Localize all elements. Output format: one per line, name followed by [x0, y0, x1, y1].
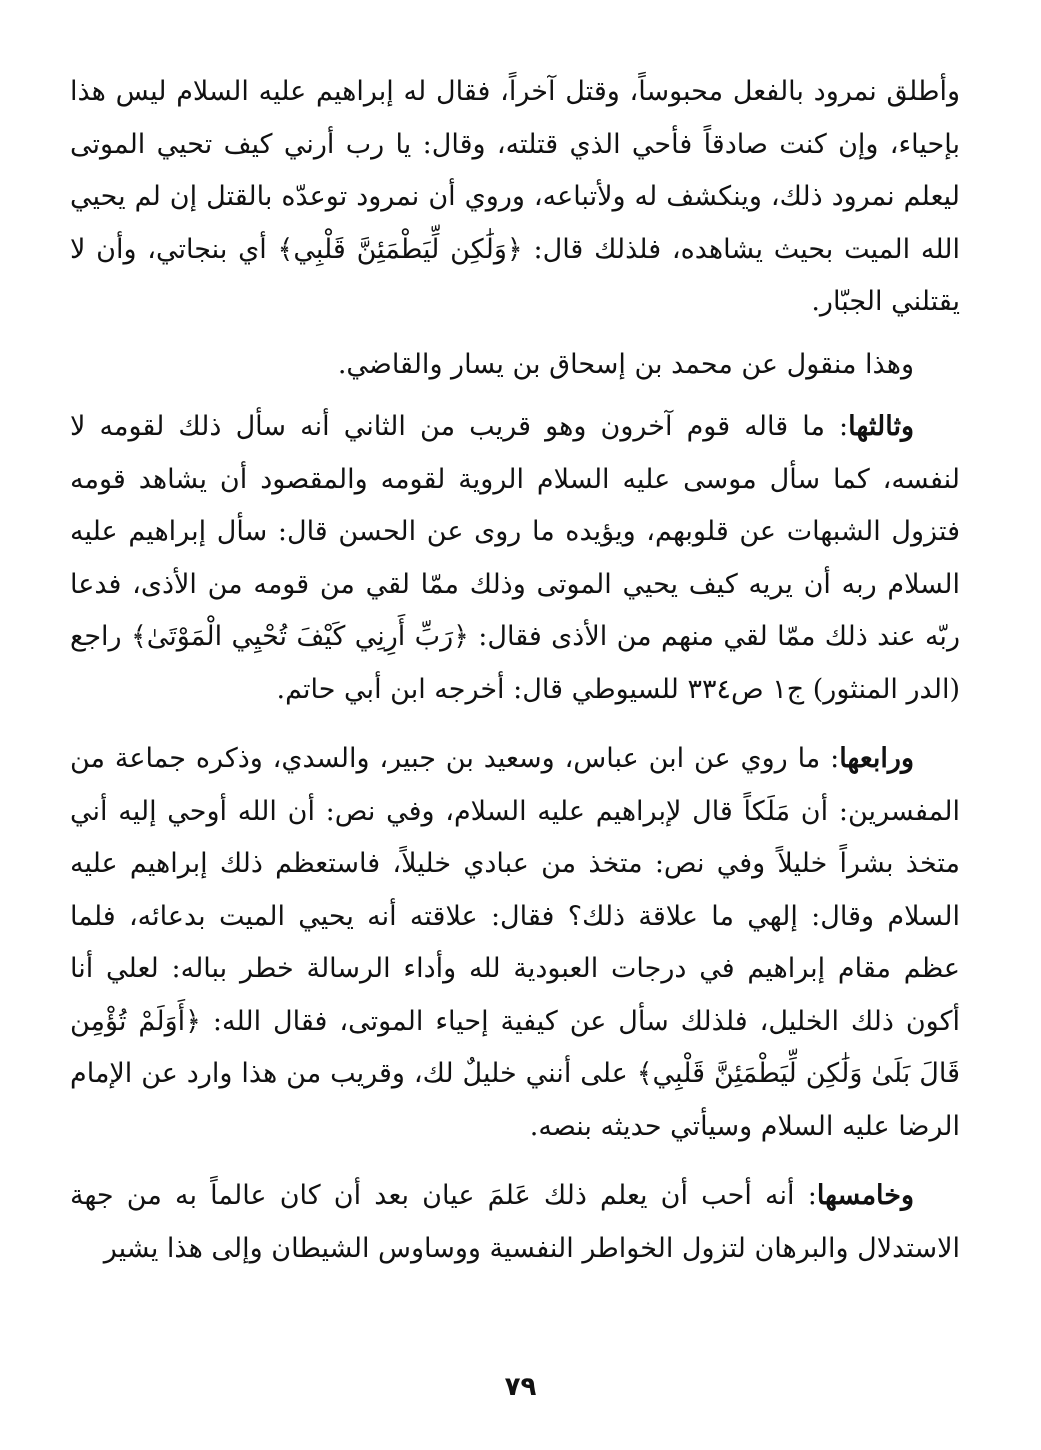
paragraph-third-opinion [70, 401, 960, 716]
paragraph-lead-word: وخامسها [816, 1180, 914, 1211]
paragraph-text: وهذا منقول عن محمد بن إسحاق بن يسار والقاضي. [337, 348, 914, 380]
paragraph-source-note [70, 339, 960, 392]
paragraph-lead-word: ورابعها [839, 743, 914, 774]
paragraph-text: وأطلق نمرود بالفعل محبوساً، وقتل آخراً، فقال له إبراهيم عليه السلام ليس هذا بإحياء، وإن كنت صادقاً فأحي الذي قتلته، وقال: يا رب أرني كيف تحيي الموتى ليعلم نمرود ذلك، وينكشف له ولأتباعه، وروي أن نمرود توعدّه بالقتل إن لم يحيي الله الميت بحيث يشاهده، فلذلك قال: ﴿وَلَٰكِن لِّيَطْمَئِنَّ قَلْبِي﴾ أي بنجاتي، وأن لا يقتلني الجبّار. [70, 76, 960, 317]
page-number: ٧٩ [504, 1372, 537, 1402]
paragraph-text: : أنه أحب أن يعلم ذلك عَلمَ عيان بعد أن كان عالماً به من جهة الاستدلال والبرهان لتزول الخواطر النفسية ووساوس الشيطان وإلى هذا يشير [70, 1180, 960, 1264]
paragraph-spacer [70, 329, 960, 339]
paragraph-text: : ما قاله قوم آخرون وهو قريب من الثاني أنه سأل ذلك لقومه لا لنفسه، كما سأل موسى عليه السلام الروية لقومه والمقصود أن يشاهد قومه فتزول الشبهات عن قلوبهم، ويؤيده ما روى عن الحسن قال: سأل إبراهيم عليه السلام ربه أن يريه كيف يحيي الموتى وذلك ممّا لقي من قومه من الأذى، فدعا ربّه عند ذلك ممّا لقي منهم من الأذى فقال: ﴿رَبِّ أَرِنِي كَيْفَ تُحْيِي الْمَوْتَىٰ﴾ راجع (الدر المنثور) ج١ ص٣٣٤ للسيوطي قال: أخرجه ابن أبي حاتم. [70, 411, 960, 705]
page-body [70, 66, 960, 1275]
paragraph-lead-word: وثالثها [848, 411, 914, 442]
paragraph-spacer [70, 1153, 960, 1170]
paragraph-spacer [70, 716, 960, 733]
paragraph-fourth-opinion [70, 733, 960, 1153]
paragraph-fifth-opinion [70, 1170, 960, 1275]
paragraph-nimrod [70, 66, 960, 329]
paragraph-text: : ما روي عن ابن عباس، وسعيد بن جبير، والسدي، وذكره جماعة من المفسرين: أن مَلَكاً قال لإبراهيم عليه السلام، وفي نص: أن الله أوحي إليه أني متخذ بشراً خليلاً وفي نص: متخذ من عبادي خليلاً، فاستعظم ذلك إبراهيم عليه السلام وقال: إلهي ما علاقة ذلك؟ فقال: علاقته أنه يحيي الميت بدعائه، فلما عظم مقام إبراهيم في درجات العبودية لله وأداء الرسالة خطر بباله: لعلي أنا أكون ذلك الخليل، فلذلك سأل عن كيفية إحياء الموتى، فقال الله: ﴿أَوَلَمْ تُؤْمِن قَالَ بَلَىٰ وَلَٰكِن لِّيَطْمَئِنَّ قَلْبِي﴾ على أنني خليلٌ لك، وقريب من هذا وارد عن الإمام الرضا عليه السلام وسيأتي حديثه بنصه. [70, 743, 960, 1142]
paragraph-spacer [70, 391, 960, 401]
